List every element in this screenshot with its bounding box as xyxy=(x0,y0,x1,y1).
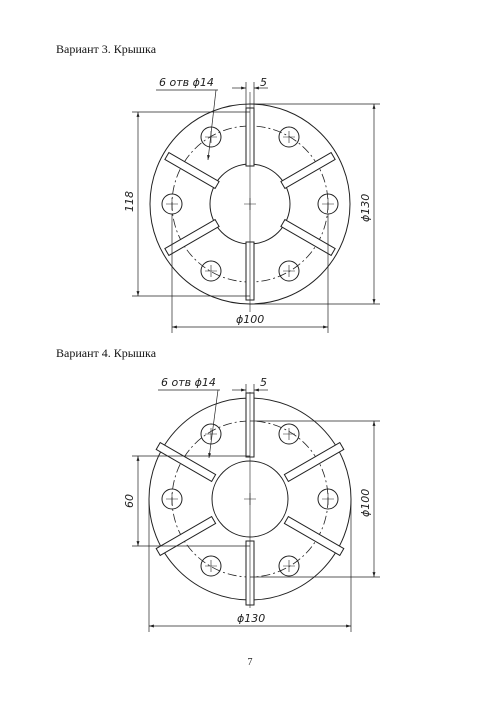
variant3-heading: Вариант 3. Крышка xyxy=(56,42,157,56)
v4-dim-vertical-label: 60 xyxy=(123,494,136,508)
v4-dim-bottom-label: ϕ130 xyxy=(237,612,266,625)
variant4-drawing xyxy=(132,384,380,632)
v4-dim-right-label: ϕ100 xyxy=(359,488,372,517)
v3-slot-width-label: 5 xyxy=(260,76,267,89)
v4-slot xyxy=(284,443,343,482)
v3-callout-leader xyxy=(156,90,218,160)
v3-dim-vertical-label: 118 xyxy=(123,191,136,212)
v3-slot xyxy=(281,220,335,256)
v4-slot-width-label: 5 xyxy=(260,376,267,389)
v4-slot xyxy=(284,517,343,556)
v3-slot xyxy=(165,153,219,189)
v3-dim-bottom-label: ϕ100 xyxy=(236,313,265,326)
v3-slot xyxy=(165,220,219,256)
variant3-drawing xyxy=(132,82,380,333)
v4-slot xyxy=(156,517,215,556)
v3-hole-callout: 6 отв ϕ14 xyxy=(159,76,214,89)
v4-hole-callout: 6 отв ϕ14 xyxy=(161,376,216,389)
v3-slot xyxy=(281,153,335,189)
page-number: 7 xyxy=(247,657,253,668)
variant4-heading: Вариант 4. Крышка xyxy=(56,346,157,360)
v4-slot xyxy=(156,443,215,482)
v3-dim-outer-label: ϕ130 xyxy=(359,193,372,222)
